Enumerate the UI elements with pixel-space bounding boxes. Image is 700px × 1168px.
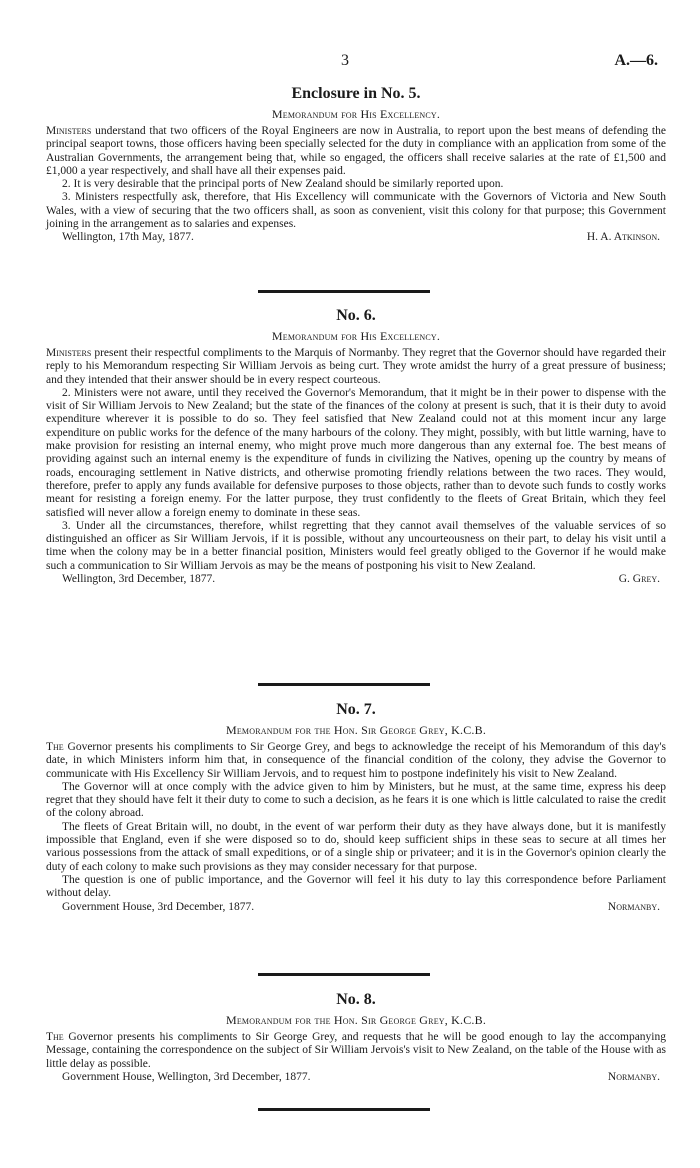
- signature-line: [46, 1071, 666, 1084]
- section-heading: No. 7.: [336, 701, 376, 718]
- place-date: Government House, 3rd December, 1877.: [62, 900, 255, 913]
- signature-line: [46, 573, 666, 586]
- signatory: H. A. Atkinson.: [586, 231, 660, 244]
- memo-no-8: [46, 990, 666, 1084]
- paragraph: The Governor presents his compliments to Sir George Grey, and begs to acknowledge the receipt of his Memorandum of this day's date, in which Ministers inform him that, in consequence of the financial condition of the colony, they advise the Governor to communicate with His Excellency Sir William Jervois, and to request him to postpone indefinitely his visit to New Zealand.: [46, 741, 666, 780]
- paragraph: The fleets of Great Britain will, no doubt, in the event of war perform their duty as they have always done, but it is manifestly impossible that England, even if she were disposed so to do, should keep sufficient ships in these seas to secure at all times her various possessions from the attack of small expeditions, or of a single ship or privateer; and it is in the Governor's opinion clearly the duty of each colony to make such provisions as they may consider necessary for that purpose.: [46, 820, 666, 873]
- place-date: Wellington, 17th May, 1877.: [62, 231, 194, 244]
- paragraph: Ministers understand that two officers of the Royal Engineers are now in Australia, to report upon the best means of defending the principal seaport towns, those officers having been specially selected for the duty in compliance with an application from some of the Australian Governments, the arrangement being that, while so engaged, the officers shall receive salaries at the rate of £1,500 and £1,000 a year respectively, and shall have all their expenses paid.: [46, 125, 666, 177]
- signature-line: [46, 901, 666, 914]
- signatory: G. Grey.: [618, 573, 660, 586]
- section-divider: [258, 1108, 430, 1111]
- paragraph: The question is one of public importance, and the Governor will feel it his duty to lay this correspondence before Parliament without delay.: [46, 873, 666, 900]
- paragraph: Ministers present their respectful compliments to the Marquis of Normanby. They regret that the Governor should have regarded their reply to his Memorandum respecting Sir William Jervois as being curt. They wrote amidst the hurry of a great pressure of business; and they intended that their answer should be in every respect courteous.: [46, 347, 666, 386]
- section-subheading: Memorandum for the Hon. Sir George Grey, K.C.B.: [225, 1013, 487, 1027]
- signatory: Normanby.: [607, 900, 660, 913]
- paragraph: The Governor presents his compliments to Sir George Grey, and requests that he will be good enough to lay the accompanying Message, containing the correspondence on the subject of Sir William Jervois's visit to New Zealand, on the table of the House with as little delay as possible.: [46, 1031, 666, 1070]
- section-heading: Enclosure in No. 5.: [291, 85, 421, 102]
- paragraph: 2. Ministers were not aware, until they received the Governor's Memorandum, that it might be in their power to dispense with the visit of Sir William Jervois to New Zealand; but the state of the finances of the colony at present is such, that it is their duty to avoid expenditure wherever it is possible to do so. They feel satisfied that New Zealand could not at this moment incur any large expenditure on public works for the defence of the many harbours of the colony. They might, possibly, with but little warning, have to make provision for resisting an internal enemy, who might prove much more dangerous than any external foe. The best means of providing against such an internal enemy is the expenditure of funds in civilizing the Natives, opening up the country by means of roads, encouraging settlement in Native districts, and otherwise promoting friendly relations between the two races. They would, therefore, prefer to apply any funds available for defensive purposes to those objects, rather than to devote such funds to costly works meant for resisting a foreign enemy. For the latter purpose, they trust confidently to the fleets of Great Britain, which they feel satisfied will never allow a foreign enemy to dominate in these seas.: [46, 386, 666, 519]
- section-subheading: Memorandum for the Hon. Sir George Grey, K.C.B.: [225, 723, 487, 737]
- signature-line: [46, 231, 666, 244]
- section-subheading: Memorandum for His Excellency.: [271, 329, 441, 343]
- page-number: 3: [341, 52, 349, 69]
- section-heading: No. 6.: [336, 307, 376, 324]
- enclosure-no-5: [46, 84, 666, 245]
- section-heading: No. 8.: [336, 991, 376, 1008]
- place-date: Wellington, 3rd December, 1877.: [62, 573, 216, 586]
- memo-no-7: [46, 700, 666, 914]
- paragraph: The Governor will at once comply with the advice given to him by Ministers, but he must, at the same time, express his deep regret that they should have felt it their duty to come to such a decision, as he fears it is one which is little calculated to raise the credit of the colony abroad.: [46, 780, 666, 820]
- section-subheading: Memorandum for His Excellency.: [271, 107, 441, 121]
- section-divider: [258, 290, 430, 293]
- place-date: Government House, Wellington, 3rd December, 1877.: [62, 1070, 311, 1083]
- section-divider: [258, 973, 430, 976]
- paragraph: 3. Ministers respectfully ask, therefore, that His Excellency will communicate with the Governors of Victoria and New South Wales, with a view of securing that the two officers shall, as soon as convenient, visit this colony for that purpose; this Government joining in the arrangement as to salaries and expenses.: [46, 191, 666, 231]
- signatory: Normanby.: [607, 1070, 660, 1083]
- document-reference: A.—6.: [614, 52, 658, 69]
- paragraph: 3. Under all the circumstances, therefore, whilst regretting that they cannot avail themselves of the valuable services of so distinguished an officer as Sir William Jervois, if it is possible, without any uncourteousness on their part, to delay his visit until a time when the colony may be in a better financial position, Ministers would feel greatly obliged to the Governor if he would make such a communication to Sir William Jervois as may be the means of postponing his visit to New Zealand.: [46, 519, 666, 572]
- section-divider: [258, 683, 430, 686]
- memo-no-6: [46, 306, 666, 586]
- paragraph: 2. It is very desirable that the principal ports of New Zealand should be similarly reported upon.: [62, 178, 504, 191]
